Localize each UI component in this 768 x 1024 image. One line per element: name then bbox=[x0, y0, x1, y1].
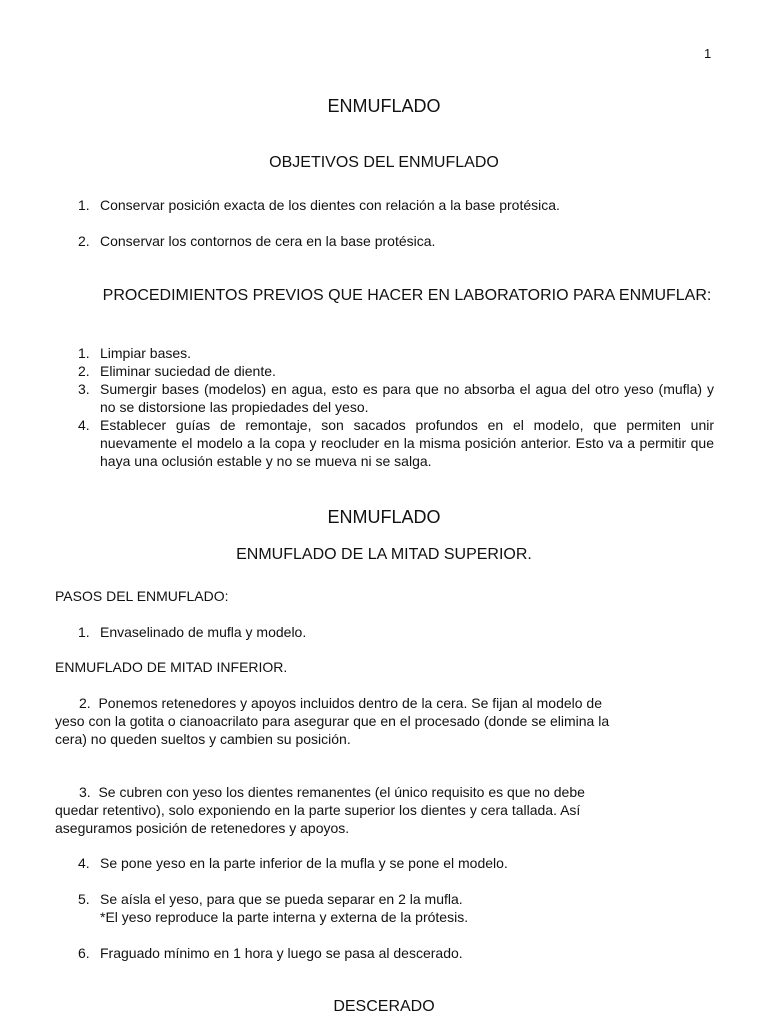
step-4 bbox=[78, 854, 508, 872]
list-number: 1. bbox=[78, 197, 90, 213]
step-5-note: *El yeso reproduce la parte interna y externa de la prótesis. bbox=[100, 909, 469, 925]
procedures-heading: PROCEDIMIENTOS PREVIOS QUE HACER EN LABORATORIO PARA ENMUFLAR: bbox=[102, 287, 712, 304]
page-number: 1 bbox=[704, 46, 712, 61]
step-text: Se aísla el yeso, para que se pueda separar en 2 la mufla. bbox=[100, 891, 463, 907]
descerado-heading: DESCERADO bbox=[333, 998, 435, 1015]
list-number: 2. bbox=[78, 233, 90, 249]
step-text: Envaselinado de mufla y modelo. bbox=[100, 624, 307, 640]
list-number: 4. bbox=[78, 417, 90, 433]
procedures-list bbox=[78, 344, 714, 470]
objectives-heading: OBJETIVOS DEL ENMUFLADO bbox=[269, 154, 499, 171]
step-number: 5. bbox=[78, 891, 90, 907]
lower-half-label: ENMUFLADO DE MITAD INFERIOR. bbox=[55, 659, 288, 675]
list-number: 3. bbox=[78, 381, 90, 397]
step-number: 4. bbox=[78, 855, 90, 871]
list-text: Establecer guías de remontaje, son sacados profundos en el modelo, que permiten unir nuevamente el modelo a la copa y reocluder en la misma posición anterior. Esto va a permitir que haya una oclusión estable y no se mueva ni se salga. bbox=[100, 417, 714, 469]
list-item bbox=[78, 344, 714, 362]
step-number: 1. bbox=[78, 624, 90, 640]
step-3 bbox=[55, 783, 610, 837]
step-text: Se pone yeso en la parte inferior de la mufla y se pone el modelo. bbox=[100, 855, 508, 871]
step-5 bbox=[78, 890, 463, 908]
step-number: 6. bbox=[78, 945, 90, 961]
list-number: 2. bbox=[78, 363, 90, 379]
objectives-list bbox=[78, 196, 718, 250]
step-text: Se cubren con yeso los dientes remanentes (el único requisito es que no debe quedar retentivo), solo exponiendo en la parte superior los dientes y cera tallada. Así aseguramos posición de retenedores y apoyos. bbox=[55, 784, 585, 836]
section-subtitle: ENMUFLADO DE LA MITAD SUPERIOR. bbox=[236, 546, 532, 563]
list-item bbox=[78, 196, 718, 214]
list-text: Conservar posición exacta de los dientes con relación a la base protésica. bbox=[100, 197, 560, 213]
list-item bbox=[78, 232, 718, 250]
step-1 bbox=[78, 623, 306, 641]
list-item bbox=[78, 380, 714, 416]
step-text: Ponemos retenedores y apoyos incluidos dentro de la cera. Se fijan al modelo de yeso con la gotita o cianoacrilato para asegurar que en el procesado (donde se elimina la cera) no queden sueltos y cambien su posición. bbox=[55, 695, 610, 747]
step-text: Fraguado mínimo en 1 hora y luego se pasa al descerado. bbox=[100, 945, 463, 961]
steps-label: PASOS DEL ENMUFLADO: bbox=[55, 588, 229, 604]
step-number: 2. bbox=[79, 695, 91, 711]
list-item bbox=[78, 416, 714, 470]
list-text: Eliminar suciedad de diente. bbox=[100, 363, 276, 379]
step-2 bbox=[55, 694, 615, 748]
step-6 bbox=[78, 944, 463, 962]
list-text: Limpiar bases. bbox=[100, 345, 192, 361]
list-item bbox=[78, 362, 714, 380]
list-number: 1. bbox=[78, 345, 90, 361]
document-title: ENMUFLADO bbox=[327, 96, 441, 116]
list-text: Sumergir bases (modelos) en agua, esto es para que no absorba el agua del otro yeso (mufla) y no se distorsione las propiedades del yeso. bbox=[100, 381, 714, 415]
step-number: 3. bbox=[79, 784, 91, 800]
section-title: ENMUFLADO bbox=[327, 507, 441, 527]
list-text: Conservar los contornos de cera en la base protésica. bbox=[100, 233, 436, 249]
